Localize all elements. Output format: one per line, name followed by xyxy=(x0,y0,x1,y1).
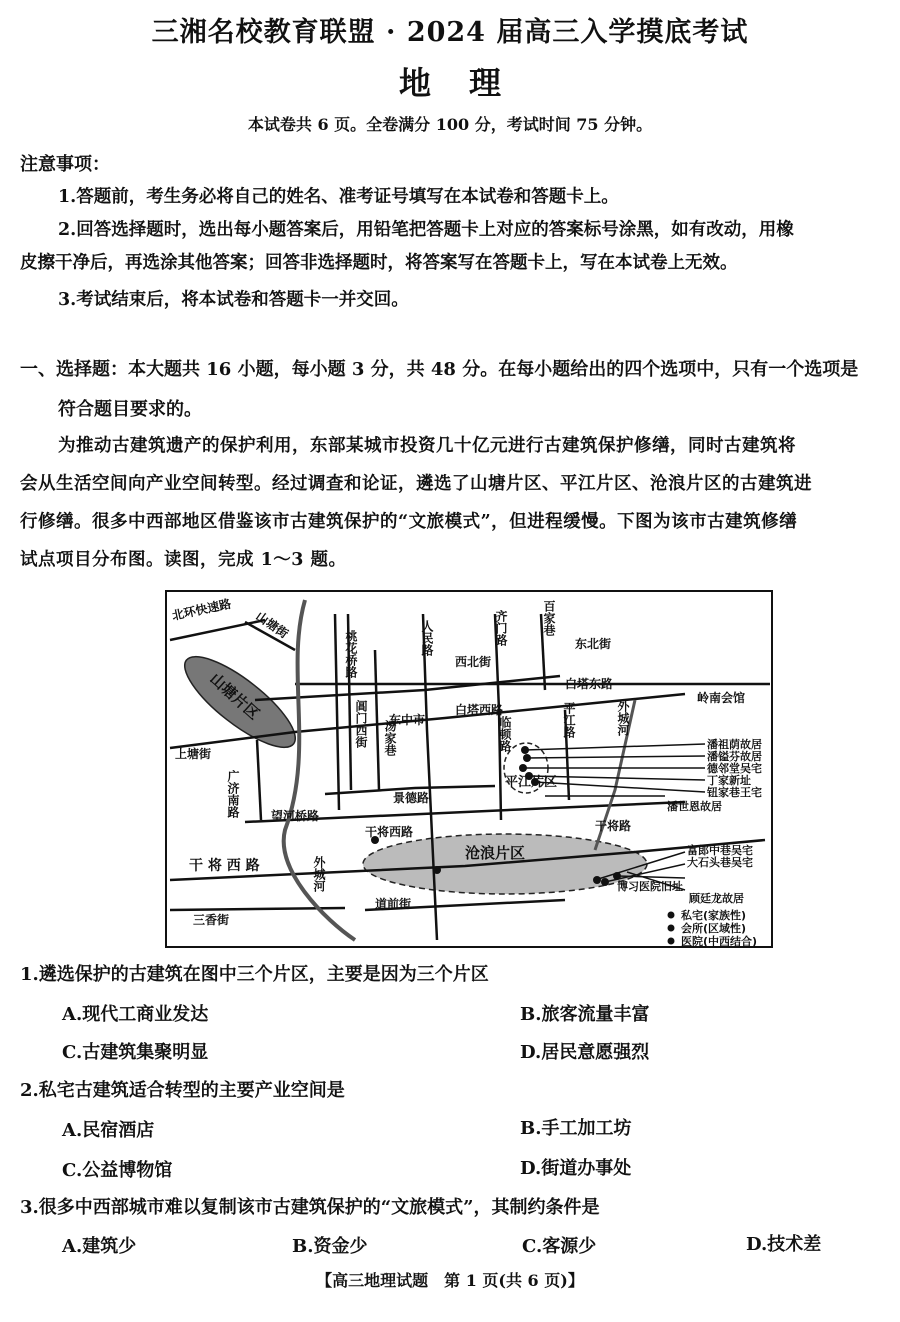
site-dot xyxy=(613,872,621,880)
road-label: 山塘街 xyxy=(253,608,291,642)
exam-info: 本试卷共 6 页。全卷满分 100 分，考试时间 75 分钟。 xyxy=(247,115,653,134)
site-dot xyxy=(601,878,609,886)
road-label: 干 将 西 路 xyxy=(189,858,260,874)
legend-label: 会所(区域性) xyxy=(681,922,747,935)
notes-heading: 注意事项： xyxy=(20,154,110,175)
legend-dot xyxy=(668,925,675,932)
question-stem: 3.很多中西部城市难以复制该市古建筑保护的“文旅模式”，其制约条件是 xyxy=(20,1197,600,1218)
road-label: 望河桥路 xyxy=(271,809,320,823)
site-dot xyxy=(521,746,529,754)
site-label: 丁家新址 xyxy=(707,774,751,787)
road-label: 白塔东路 xyxy=(565,677,614,691)
note-item: 皮擦干净后，再选涂其他答案；回答非选择题时，将答案写在答题卡上，写在本试卷上无效。 xyxy=(20,253,738,273)
option-d[interactable]: D.居民意愿强烈 xyxy=(520,1042,650,1063)
road-label: 景德路 xyxy=(393,791,430,805)
question-stem: 1.遴选保护的古建筑在图中三个片区，主要是因为三个片区 xyxy=(20,964,489,985)
road-label: 阊门西街 xyxy=(354,700,368,748)
exam-title: 三湘名校教育联盟 · 2024 届高三入学摸底考试 xyxy=(151,17,749,48)
option-c[interactable]: C.古建筑集聚明显 xyxy=(62,1042,209,1063)
site-label: 顾廷龙故居 xyxy=(689,892,744,905)
section-heading: 一、选择题：本大题共 16 小题，每小题 3 分，共 48 分。在每小题给出的四个选项中，只有一个选项是 xyxy=(20,359,859,380)
road-label: 平江路 xyxy=(562,702,576,738)
road-label: 东中市 xyxy=(389,713,426,727)
distribution-map xyxy=(165,590,773,948)
site-label: 富郎中巷吴宅 xyxy=(687,844,753,857)
passage-line: 试点项目分布图。读图，完成 1～3 题。 xyxy=(20,550,347,570)
road-label: 外城河 xyxy=(616,700,630,736)
question-stem: 2.私宅古建筑适合转型的主要产业空间是 xyxy=(20,1080,345,1101)
road-label: 桃花桥路 xyxy=(344,630,358,678)
legend-label: 医院(中西结合) xyxy=(681,935,758,948)
option-b[interactable]: B.旅客流量丰富 xyxy=(520,1004,650,1025)
site-label: 大石头巷吴宅 xyxy=(687,856,753,869)
option-a[interactable]: A.现代工商业发达 xyxy=(62,1004,209,1025)
option-d[interactable]: D.技术差 xyxy=(746,1234,822,1255)
road-label: 道前街 xyxy=(375,897,412,911)
passage-line: 行修缮。很多中西部地区借鉴该市古建筑保护的“文旅模式”，但进程缓慢。下图为该市古建筑修缮 xyxy=(20,512,798,532)
option-d[interactable]: D.街道办事处 xyxy=(520,1158,632,1179)
road-label: 百家巷 xyxy=(542,600,556,636)
note-item: 2.回答选择题时，选出每小题答案后，用铅笔把答题卡上对应的答案标号涂黑，如有改动，用橡 xyxy=(58,220,794,240)
site-label: 博习医院旧址 xyxy=(617,880,683,893)
option-a[interactable]: A.建筑少 xyxy=(62,1236,137,1257)
option-a[interactable]: A.民宿酒店 xyxy=(62,1120,155,1141)
note-item: 3.考试结束后，将本试卷和答题卡一并交回。 xyxy=(58,290,409,310)
site-label: 潘镒芬故居 xyxy=(707,750,762,763)
site-dot xyxy=(523,754,531,762)
road-label: 东北街 xyxy=(575,637,612,651)
subject-title: 地理 xyxy=(398,64,539,102)
section-heading-cont: 符合题目要求的。 xyxy=(58,399,202,420)
site-dot xyxy=(593,876,601,884)
option-c[interactable]: C.客源少 xyxy=(522,1236,597,1257)
site-label: 潘世恩故居 xyxy=(667,800,722,813)
page-footer: 【高三地理试题 第 1 页(共 6 页)】 xyxy=(316,1271,584,1290)
passage-line: 会从生活空间向产业空间转型。经过调查和论证，遴选了山塘片区、平江片区、沧浪片区的古建筑进 xyxy=(20,474,812,494)
site-label: 钮家巷王宅 xyxy=(707,786,762,799)
road-label: 西北街 xyxy=(455,655,492,669)
legend-dot xyxy=(668,912,675,919)
site-dot xyxy=(433,866,441,874)
road-label: 齐门路 xyxy=(494,610,508,646)
road-label: 岭南会馆 xyxy=(697,691,746,705)
site-label: 德邻堂吴宅 xyxy=(707,762,762,775)
road-label: 临顿路 xyxy=(498,716,512,752)
legend-dot xyxy=(668,938,675,945)
legend-label: 私宅(家族性) xyxy=(681,909,747,922)
road-label: 白塔西路 xyxy=(455,703,504,717)
road-label: 三香街 xyxy=(193,913,230,927)
passage-line: 为推动古建筑遗产的保护利用，东部某城市投资几十亿元进行古建筑保护修缮，同时古建筑将 xyxy=(58,436,796,456)
area-label: 山塘片区 xyxy=(206,669,263,724)
road-label: 上塘街 xyxy=(175,747,212,761)
site-label: 潘祖荫故居 xyxy=(707,738,762,751)
area-label: 沧浪片区 xyxy=(465,844,526,862)
road-label: 干将路 xyxy=(595,819,632,833)
road-label: 外城河 xyxy=(312,856,326,892)
road-label: 人民路 xyxy=(420,620,434,656)
area-label: 平江片区 xyxy=(505,775,558,790)
site-dot xyxy=(519,764,527,772)
option-b[interactable]: B.手工加工坊 xyxy=(520,1118,632,1139)
road-label: 广济南路 xyxy=(226,770,240,818)
road-label: 北环快速路 xyxy=(170,596,233,623)
road-label: 汤家巷 xyxy=(383,720,397,756)
option-b[interactable]: B.资金少 xyxy=(292,1236,368,1257)
option-c[interactable]: C.公益博物馆 xyxy=(62,1160,173,1181)
note-item: 1.答题前，考生务必将自己的姓名、准考证号填写在本试卷和答题卡上。 xyxy=(58,187,619,207)
road-label: 干将西路 xyxy=(365,825,414,839)
